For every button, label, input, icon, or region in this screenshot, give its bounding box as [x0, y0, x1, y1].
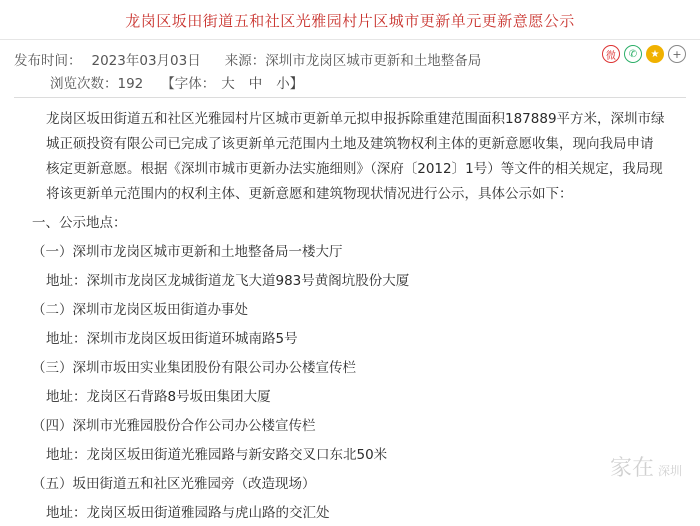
list-item: 地址：深圳市龙岗区龙城街道龙飞大道983号黄阁坑股份大厦 — [46, 273, 410, 289]
share-bar — [602, 45, 686, 63]
wechat-icon[interactable]: ✆ — [624, 45, 642, 63]
font-size-small-button[interactable]: 小】 — [276, 76, 304, 92]
article-title: 龙岗区坂田街道五和社区光雅园村片区城市更新单元更新意愿公示 — [125, 12, 575, 30]
list-item: （三）深圳市坂田实业集团股份有限公司办公楼宣传栏 — [32, 360, 356, 376]
watermark-text: 家在 — [609, 456, 654, 481]
font-size-large-button[interactable]: 大 — [221, 76, 235, 92]
more-icon[interactable]: + — [668, 45, 686, 63]
meta-divider — [14, 97, 686, 98]
publish-date: 2023年03月03日 — [91, 53, 201, 69]
meta-row-publish — [14, 49, 491, 69]
weibo-icon[interactable]: 微 — [602, 45, 620, 63]
views-label: 浏览次数： — [50, 76, 118, 92]
title-divider — [0, 39, 700, 40]
font-size-label: 【字体： — [161, 76, 216, 92]
source-label: 来源： — [224, 53, 266, 69]
list-item: 地址：龙岗区石背路8号坂田集团大厦 — [46, 389, 271, 405]
publish-label: 发布时间： — [14, 53, 82, 69]
watermark-sub: 深圳 — [657, 464, 682, 478]
font-size-medium-button[interactable]: 中 — [248, 76, 263, 92]
article-body — [32, 107, 666, 526]
source-text: 深圳市龙岗区城市更新和土地整备局 — [265, 53, 482, 69]
list-item: 地址：龙岗区坂田街道雅园路与虎山路的交汇处 — [46, 505, 330, 521]
list-item: （二）深圳市龙岗区坂田街道办事处 — [32, 302, 248, 318]
list-item: （四）深圳市光雅园股份合作公司办公楼宣传栏 — [32, 418, 316, 434]
views-count: 192 — [117, 76, 144, 92]
list-item: 地址：深圳市龙岗区坂田街道环城南路5号 — [46, 331, 298, 347]
star-icon[interactable]: ★ — [646, 45, 664, 63]
list-item: （五）坂田街道五和社区光雅园旁（改造现场） — [32, 476, 316, 492]
list-item: 地址：龙岗区坂田街道光雅园路与新安路交叉口东北50米 — [46, 447, 388, 463]
meta-row-views — [50, 72, 303, 92]
list-item: （一）深圳市龙岗区城市更新和土地整备局一楼大厅 — [32, 244, 343, 260]
body-paragraph: 龙岗区坂田街道五和社区光雅园村片区城市更新单元拟申报拆除重建范围面积187889平方米，深圳市绿城正硕投资有限公司已完成了该更新单元范围内土地及建筑物权利主体的更新意愿收集，现向我局申请核定更新意愿。根据《深圳市城市更新办法实施细则》（深府〔2012〕1号）等文件的相关规定，我局现将该更新单元范围内的权利主体、更新意愿和建筑物现状情况进行公示，具体公示如下： — [46, 111, 665, 202]
section-heading: 一、公示地点： — [32, 215, 127, 231]
watermark-logo — [610, 451, 682, 482]
